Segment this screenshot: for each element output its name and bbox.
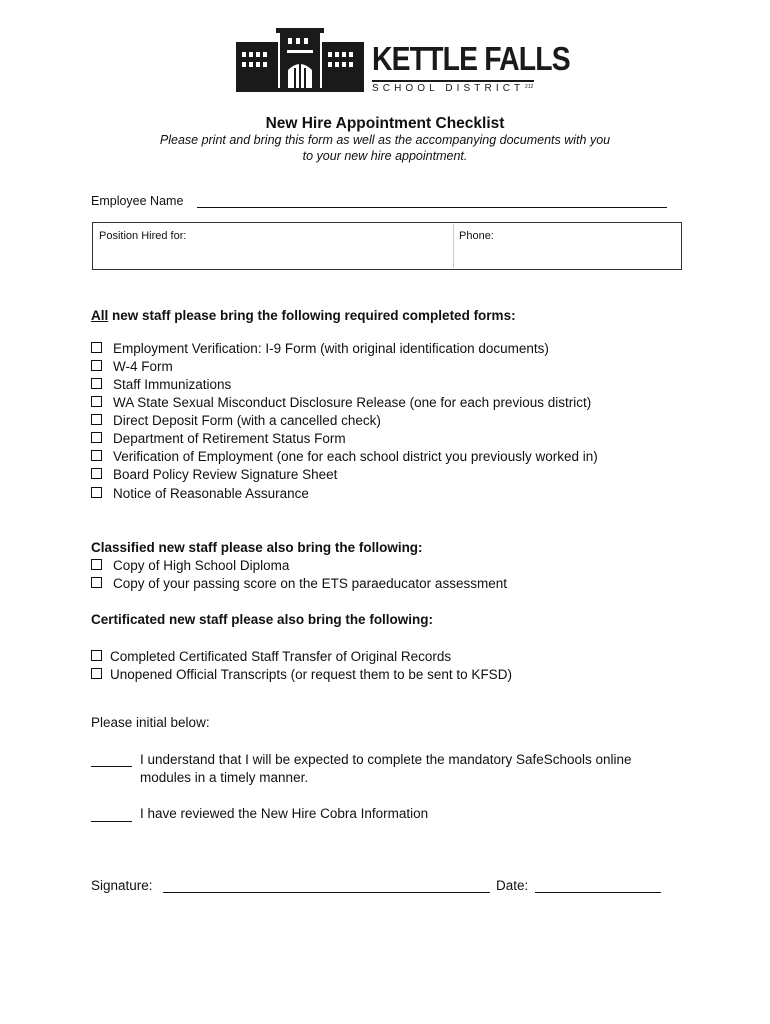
list-item[interactable]: [91, 485, 309, 503]
list-item[interactable]: [91, 575, 507, 593]
ack-cobra: I have reviewed the New Hire Cobra Information: [140, 806, 429, 821]
list-item[interactable]: [91, 394, 591, 412]
item-label: W-4 Form: [113, 359, 173, 374]
initial-instructions: Please initial below:: [91, 715, 210, 730]
item-label: Copy of High School Diploma: [113, 558, 290, 573]
brand-subtitle: SCHOOL DISTRICT: [372, 83, 525, 94]
ack-safeschools: I understand that I will be expected to complete the mandatory SafeSchools online modules in a timely manner.: [140, 752, 632, 785]
item-label: Employment Verification: I-9 Form (with original identification documents): [113, 341, 549, 356]
checkbox-icon[interactable]: [91, 432, 102, 443]
subtitle-line-1: Please print and bring this form as well as the accompanying documents with you: [159, 133, 611, 147]
brand-established: 212: [525, 84, 534, 90]
list-item[interactable]: [91, 340, 549, 358]
item-label: Verification of Employment (one for each school district you previously worked in): [113, 449, 598, 464]
checkbox-icon[interactable]: [91, 650, 102, 661]
list-item[interactable]: [91, 648, 451, 666]
list-item[interactable]: [91, 430, 346, 448]
position-hired-label: Position Hired for:: [99, 230, 187, 242]
subtitle-line-2: to your new hire appointment.: [302, 149, 468, 163]
initial-field-cobra[interactable]: [91, 821, 132, 822]
certificated-heading: Certificated new staff please also bring the following:: [91, 612, 434, 627]
signature-label: Signature:: [91, 878, 153, 893]
item-label: Completed Certificated Staff Transfer of Original Records: [110, 649, 452, 664]
classified-heading: Classified new staff please also bring the following:: [91, 540, 423, 555]
item-label: Notice of Reasonable Assurance: [113, 486, 309, 501]
employee-name-label: Employee Name: [91, 194, 184, 208]
page-subtitle: [0, 132, 770, 164]
employee-name-field[interactable]: [197, 207, 667, 208]
checkbox-icon[interactable]: [91, 450, 102, 461]
brand-rule: [372, 80, 534, 82]
item-label: WA State Sexual Misconduct Disclosure Release (one for each previous district): [113, 395, 592, 410]
item-label: Staff Immunizations: [113, 377, 232, 392]
checkbox-icon[interactable]: [91, 360, 102, 371]
all-staff-heading: [91, 308, 516, 323]
checkbox-icon[interactable]: [91, 396, 102, 407]
box-divider: [453, 224, 454, 268]
item-label: Board Policy Review Signature Sheet: [113, 467, 338, 482]
checkbox-icon[interactable]: [91, 468, 102, 479]
item-label: Copy of your passing score on the ETS paraeducator assessment: [113, 576, 507, 591]
item-label: Department of Retirement Status Form: [113, 431, 346, 446]
page-title: New Hire Appointment Checklist: [265, 115, 505, 132]
checkbox-icon[interactable]: [91, 668, 102, 679]
list-item[interactable]: [91, 358, 173, 376]
list-item[interactable]: [91, 557, 289, 575]
checkbox-icon[interactable]: [91, 342, 102, 353]
date-label: Date:: [496, 878, 529, 893]
checkbox-icon[interactable]: [91, 577, 102, 588]
checkbox-icon[interactable]: [91, 414, 102, 425]
checkbox-icon[interactable]: [91, 559, 102, 570]
brand-name: KETTLE FALLS: [372, 40, 570, 77]
list-item[interactable]: [91, 466, 337, 484]
item-label: Direct Deposit Form (with a cancelled check): [113, 413, 381, 428]
initial-field-safeschools[interactable]: [91, 766, 132, 767]
date-field[interactable]: [535, 892, 661, 893]
signature-field[interactable]: [163, 892, 490, 893]
all-underlined: All: [91, 308, 109, 323]
all-heading-rest: new staff please bring the following required completed forms:: [108, 308, 516, 323]
list-item[interactable]: [91, 376, 231, 394]
item-label: Unopened Official Transcripts (or request them to be sent to KFSD): [110, 667, 512, 682]
list-item[interactable]: [91, 412, 381, 430]
phone-label: Phone:: [459, 230, 494, 242]
checkbox-icon[interactable]: [91, 487, 102, 498]
list-item[interactable]: [91, 448, 598, 466]
list-item[interactable]: [91, 666, 512, 684]
checkbox-icon[interactable]: [91, 378, 102, 389]
